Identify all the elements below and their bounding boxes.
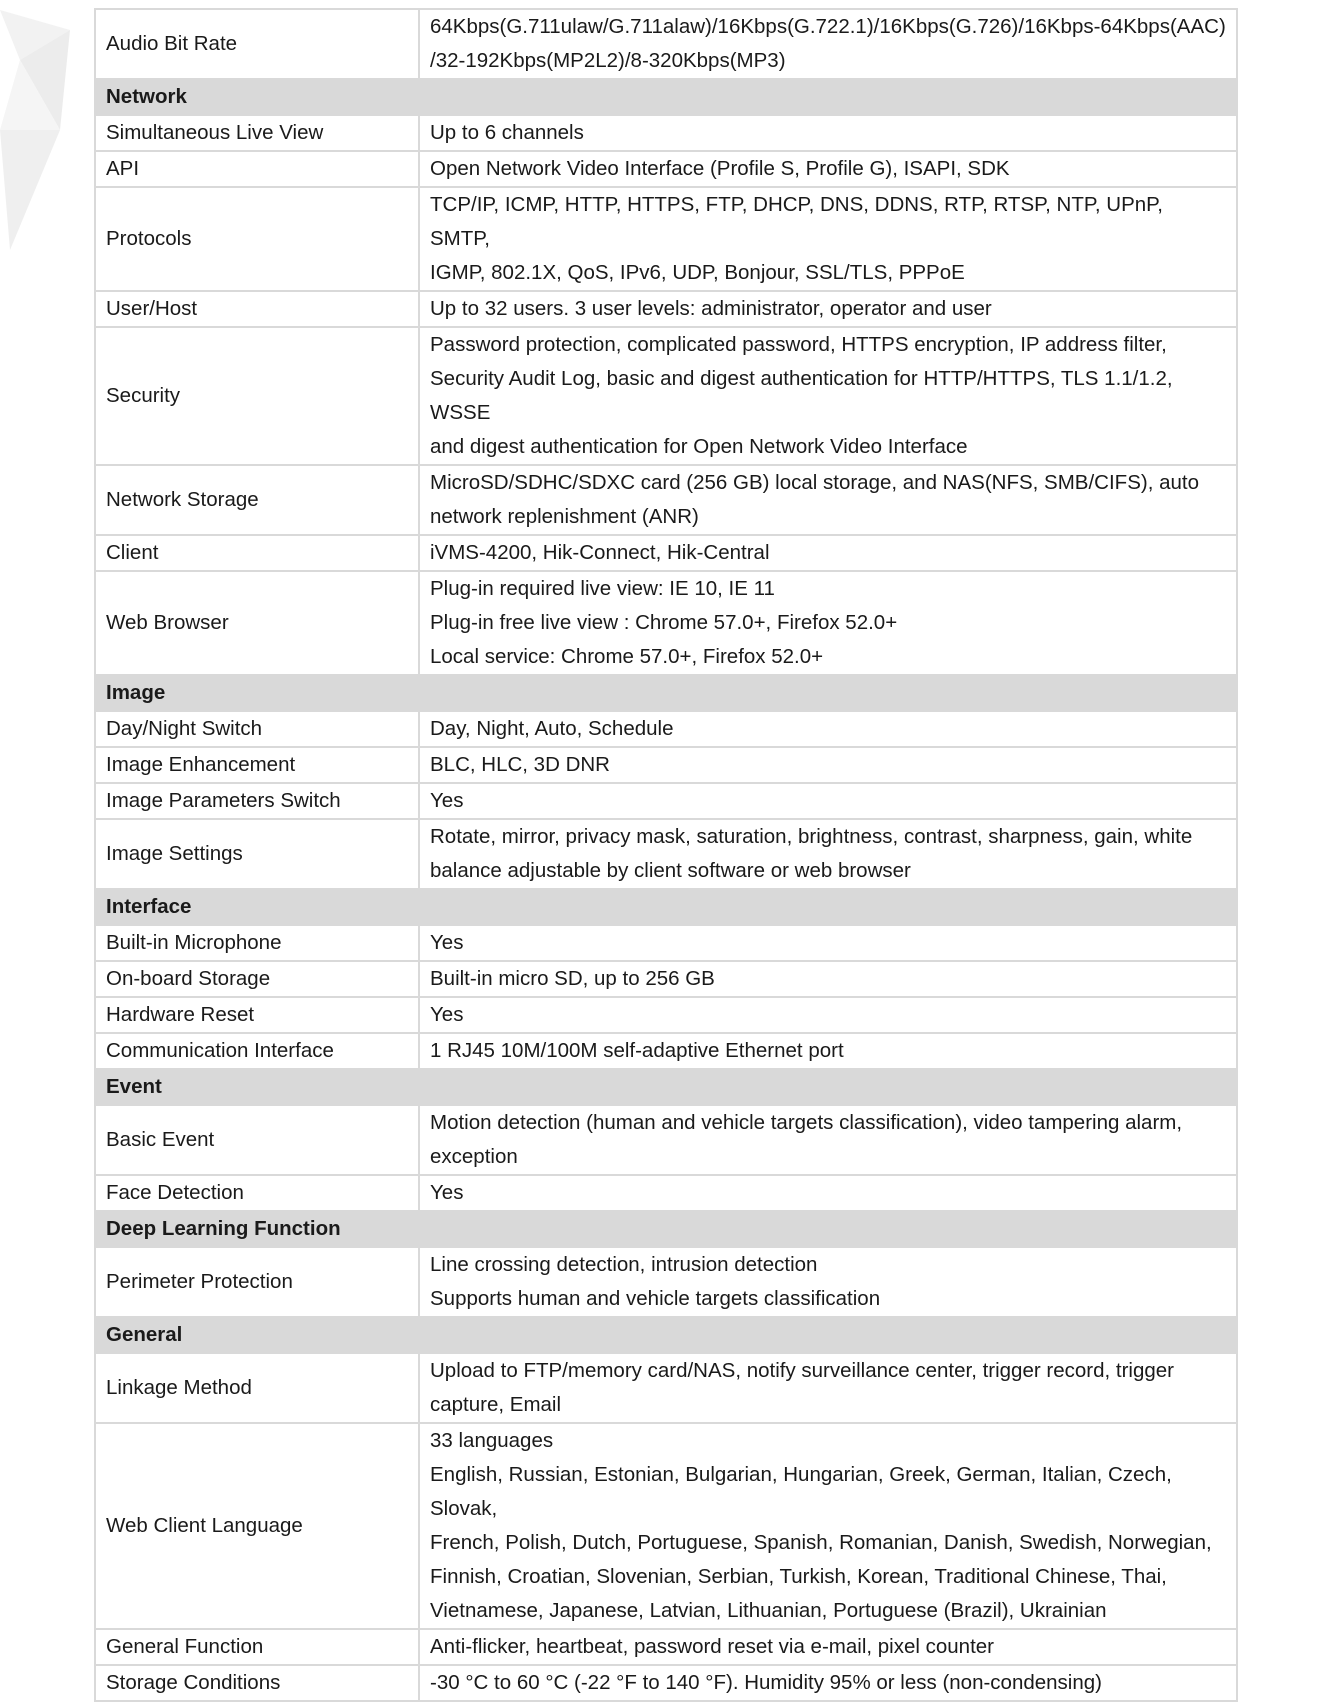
spec-value-line: TCP/IP, ICMP, HTTP, HTTPS, FTP, DHCP, DNS, DDNS, RTP, RTSP, NTP, UPnP, SMTP, <box>430 193 1163 250</box>
spec-value-line: Plug-in required live view: IE 10, IE 11 <box>430 577 775 600</box>
spec-row <box>95 1629 1237 1665</box>
section-title: Interface <box>95 889 1237 925</box>
spec-row <box>95 187 1237 291</box>
spec-label: Storage Conditions <box>95 1665 419 1701</box>
spec-value-line: exception <box>430 1145 518 1168</box>
spec-value-line: Security Audit Log, basic and digest authentication for HTTP/HTTPS, TLS 1.1/1.2, WSSE <box>430 367 1173 424</box>
spec-value-line: 64Kbps(G.711ulaw/G.711alaw)/16Kbps(G.722.1)/16Kbps(G.726)/16Kbps-64Kbps(AAC) <box>430 15 1226 38</box>
spec-value-line: French, Polish, Dutch, Portuguese, Spanish, Romanian, Danish, Swedish, Norwegian, <box>430 1531 1212 1554</box>
spec-value-line: Supports human and vehicle targets classification <box>430 1287 881 1310</box>
spec-value-line: IGMP, 802.1X, QoS, IPv6, UDP, Bonjour, SSL/TLS, PPPoE <box>430 261 965 284</box>
spec-value-line: 33 languages <box>430 1429 554 1452</box>
spec-value <box>419 819 1237 889</box>
spec-row <box>95 1665 1237 1701</box>
spec-value-line: Upload to FTP/memory card/NAS, notify surveillance center, trigger record, trigger <box>430 1359 1174 1382</box>
spec-value <box>419 115 1237 151</box>
spec-row <box>95 925 1237 961</box>
spec-value <box>419 327 1237 465</box>
spec-value-line: Motion detection (human and vehicle targets classification), video tampering alarm, <box>430 1111 1183 1134</box>
spec-value <box>419 997 1237 1033</box>
spec-value-line: Yes <box>430 1003 464 1026</box>
section-header-row <box>95 1317 1237 1353</box>
spec-value <box>419 1247 1237 1317</box>
section-title: Network <box>95 79 1237 115</box>
spec-value <box>419 571 1237 675</box>
spec-value <box>419 925 1237 961</box>
spec-value <box>419 187 1237 291</box>
spec-value-line: Yes <box>430 789 464 812</box>
spec-label: Security <box>95 327 419 465</box>
spec-label: Audio Bit Rate <box>95 9 419 79</box>
section-title: Event <box>95 1069 1237 1105</box>
spec-row <box>95 1423 1237 1629</box>
spec-value-line: Plug-in free live view : Chrome 57.0+, Firefox 52.0+ <box>430 611 898 634</box>
spec-row <box>95 1353 1237 1423</box>
spec-value-line: Anti-flicker, heartbeat, password reset via e-mail, pixel counter <box>430 1635 995 1658</box>
spec-value-line: Rotate, mirror, privacy mask, saturation, brightness, contrast, sharpness, gain, white <box>430 825 1193 848</box>
spec-value-line: MicroSD/SDHC/SDXC card (256 GB) local storage, and NAS(NFS, SMB/CIFS), auto <box>430 471 1199 494</box>
spec-value <box>419 783 1237 819</box>
spec-row <box>95 783 1237 819</box>
spec-label: Protocols <box>95 187 419 291</box>
spec-row <box>95 1105 1237 1175</box>
spec-value <box>419 1665 1237 1701</box>
spec-value <box>419 961 1237 997</box>
section-header-row <box>95 675 1237 711</box>
spec-value <box>419 747 1237 783</box>
spec-value-line: Vietnamese, Japanese, Latvian, Lithuanian, Portuguese (Brazil), Ukrainian <box>430 1599 1107 1622</box>
spec-row <box>95 291 1237 327</box>
spec-label: On-board Storage <box>95 961 419 997</box>
spec-label: Web Client Language <box>95 1423 419 1629</box>
spec-row <box>95 711 1237 747</box>
spec-value <box>419 1353 1237 1423</box>
section-header-row <box>95 1211 1237 1247</box>
spec-row <box>95 571 1237 675</box>
spec-value <box>419 1629 1237 1665</box>
spec-value-line: Yes <box>430 931 464 954</box>
spec-value-line: network replenishment (ANR) <box>430 505 699 528</box>
spec-value-line: /32-192Kbps(MP2L2)/8-320Kbps(MP3) <box>430 49 786 72</box>
spec-value-line: English, Russian, Estonian, Bulgarian, Hungarian, Greek, German, Italian, Czech, Slovak, <box>430 1463 1172 1520</box>
spec-label: Basic Event <box>95 1105 419 1175</box>
spec-label: API <box>95 151 419 187</box>
spec-value-line: Yes <box>430 1181 464 1204</box>
spec-label: Built-in Microphone <box>95 925 419 961</box>
spec-value-line: iVMS-4200, Hik-Connect, Hik-Central <box>430 541 770 564</box>
spec-value-line: Built-in micro SD, up to 256 GB <box>430 967 715 990</box>
spec-value-line: Local service: Chrome 57.0+, Firefox 52.0+ <box>430 645 824 668</box>
spec-value <box>419 1175 1237 1211</box>
spec-label: Network Storage <box>95 465 419 535</box>
spec-value-line: Day, Night, Auto, Schedule <box>430 717 674 740</box>
spec-value <box>419 465 1237 535</box>
spec-row <box>95 115 1237 151</box>
spec-label: User/Host <box>95 291 419 327</box>
spec-label: Face Detection <box>95 1175 419 1211</box>
spec-table <box>94 8 1238 1702</box>
spec-value <box>419 151 1237 187</box>
spec-row <box>95 151 1237 187</box>
spec-value <box>419 1105 1237 1175</box>
spec-value-line: balance adjustable by client software or web browser <box>430 859 911 882</box>
spec-value <box>419 291 1237 327</box>
spec-value-line: Finnish, Croatian, Slovenian, Serbian, Turkish, Korean, Traditional Chinese, Thai, <box>430 1565 1167 1588</box>
spec-label: Image Enhancement <box>95 747 419 783</box>
spec-row <box>95 327 1237 465</box>
spec-label: Image Settings <box>95 819 419 889</box>
spec-row <box>95 747 1237 783</box>
spec-row <box>95 465 1237 535</box>
spec-value-line: BLC, HLC, 3D DNR <box>430 753 610 776</box>
spec-value <box>419 1033 1237 1069</box>
section-header-row <box>95 889 1237 925</box>
spec-table-body <box>95 9 1237 1701</box>
spec-value <box>419 9 1237 79</box>
spec-label: Hardware Reset <box>95 997 419 1033</box>
spec-value-line: Open Network Video Interface (Profile S, Profile G), ISAPI, SDK <box>430 157 1010 180</box>
spec-value-line: capture, Email <box>430 1393 562 1416</box>
spec-row <box>95 819 1237 889</box>
spec-value-line: Up to 32 users. 3 user levels: administrator, operator and user <box>430 297 992 320</box>
spec-value-line: 1 RJ45 10M/100M self-adaptive Ethernet port <box>430 1039 844 1062</box>
section-title: Deep Learning Function <box>95 1211 1237 1247</box>
spec-value <box>419 711 1237 747</box>
spec-label: General Function <box>95 1629 419 1665</box>
section-title: Image <box>95 675 1237 711</box>
spec-value-line: Line crossing detection, intrusion detection <box>430 1253 818 1276</box>
spec-label: Client <box>95 535 419 571</box>
spec-row <box>95 1033 1237 1069</box>
section-header-row <box>95 79 1237 115</box>
spec-row <box>95 961 1237 997</box>
spec-row <box>95 1175 1237 1211</box>
spec-value <box>419 535 1237 571</box>
spec-value <box>419 1423 1237 1629</box>
section-title: General <box>95 1317 1237 1353</box>
spec-label: Simultaneous Live View <box>95 115 419 151</box>
section-header-row <box>95 1069 1237 1105</box>
spec-value-line: -30 °C to 60 °C (-22 °F to 140 °F). Humidity 95% or less (non-condensing) <box>430 1671 1102 1694</box>
spec-value-line: Up to 6 channels <box>430 121 584 144</box>
spec-value-line: and digest authentication for Open Network Video Interface <box>430 435 968 458</box>
spec-row <box>95 1247 1237 1317</box>
spec-row <box>95 535 1237 571</box>
spec-label: Perimeter Protection <box>95 1247 419 1317</box>
spec-label: Day/Night Switch <box>95 711 419 747</box>
spec-label: Image Parameters Switch <box>95 783 419 819</box>
spec-label: Linkage Method <box>95 1353 419 1423</box>
spec-row <box>95 9 1237 79</box>
spec-row <box>95 997 1237 1033</box>
spec-label: Communication Interface <box>95 1033 419 1069</box>
spec-label: Web Browser <box>95 571 419 675</box>
spec-value-line: Password protection, complicated password, HTTPS encryption, IP address filter, <box>430 333 1167 356</box>
